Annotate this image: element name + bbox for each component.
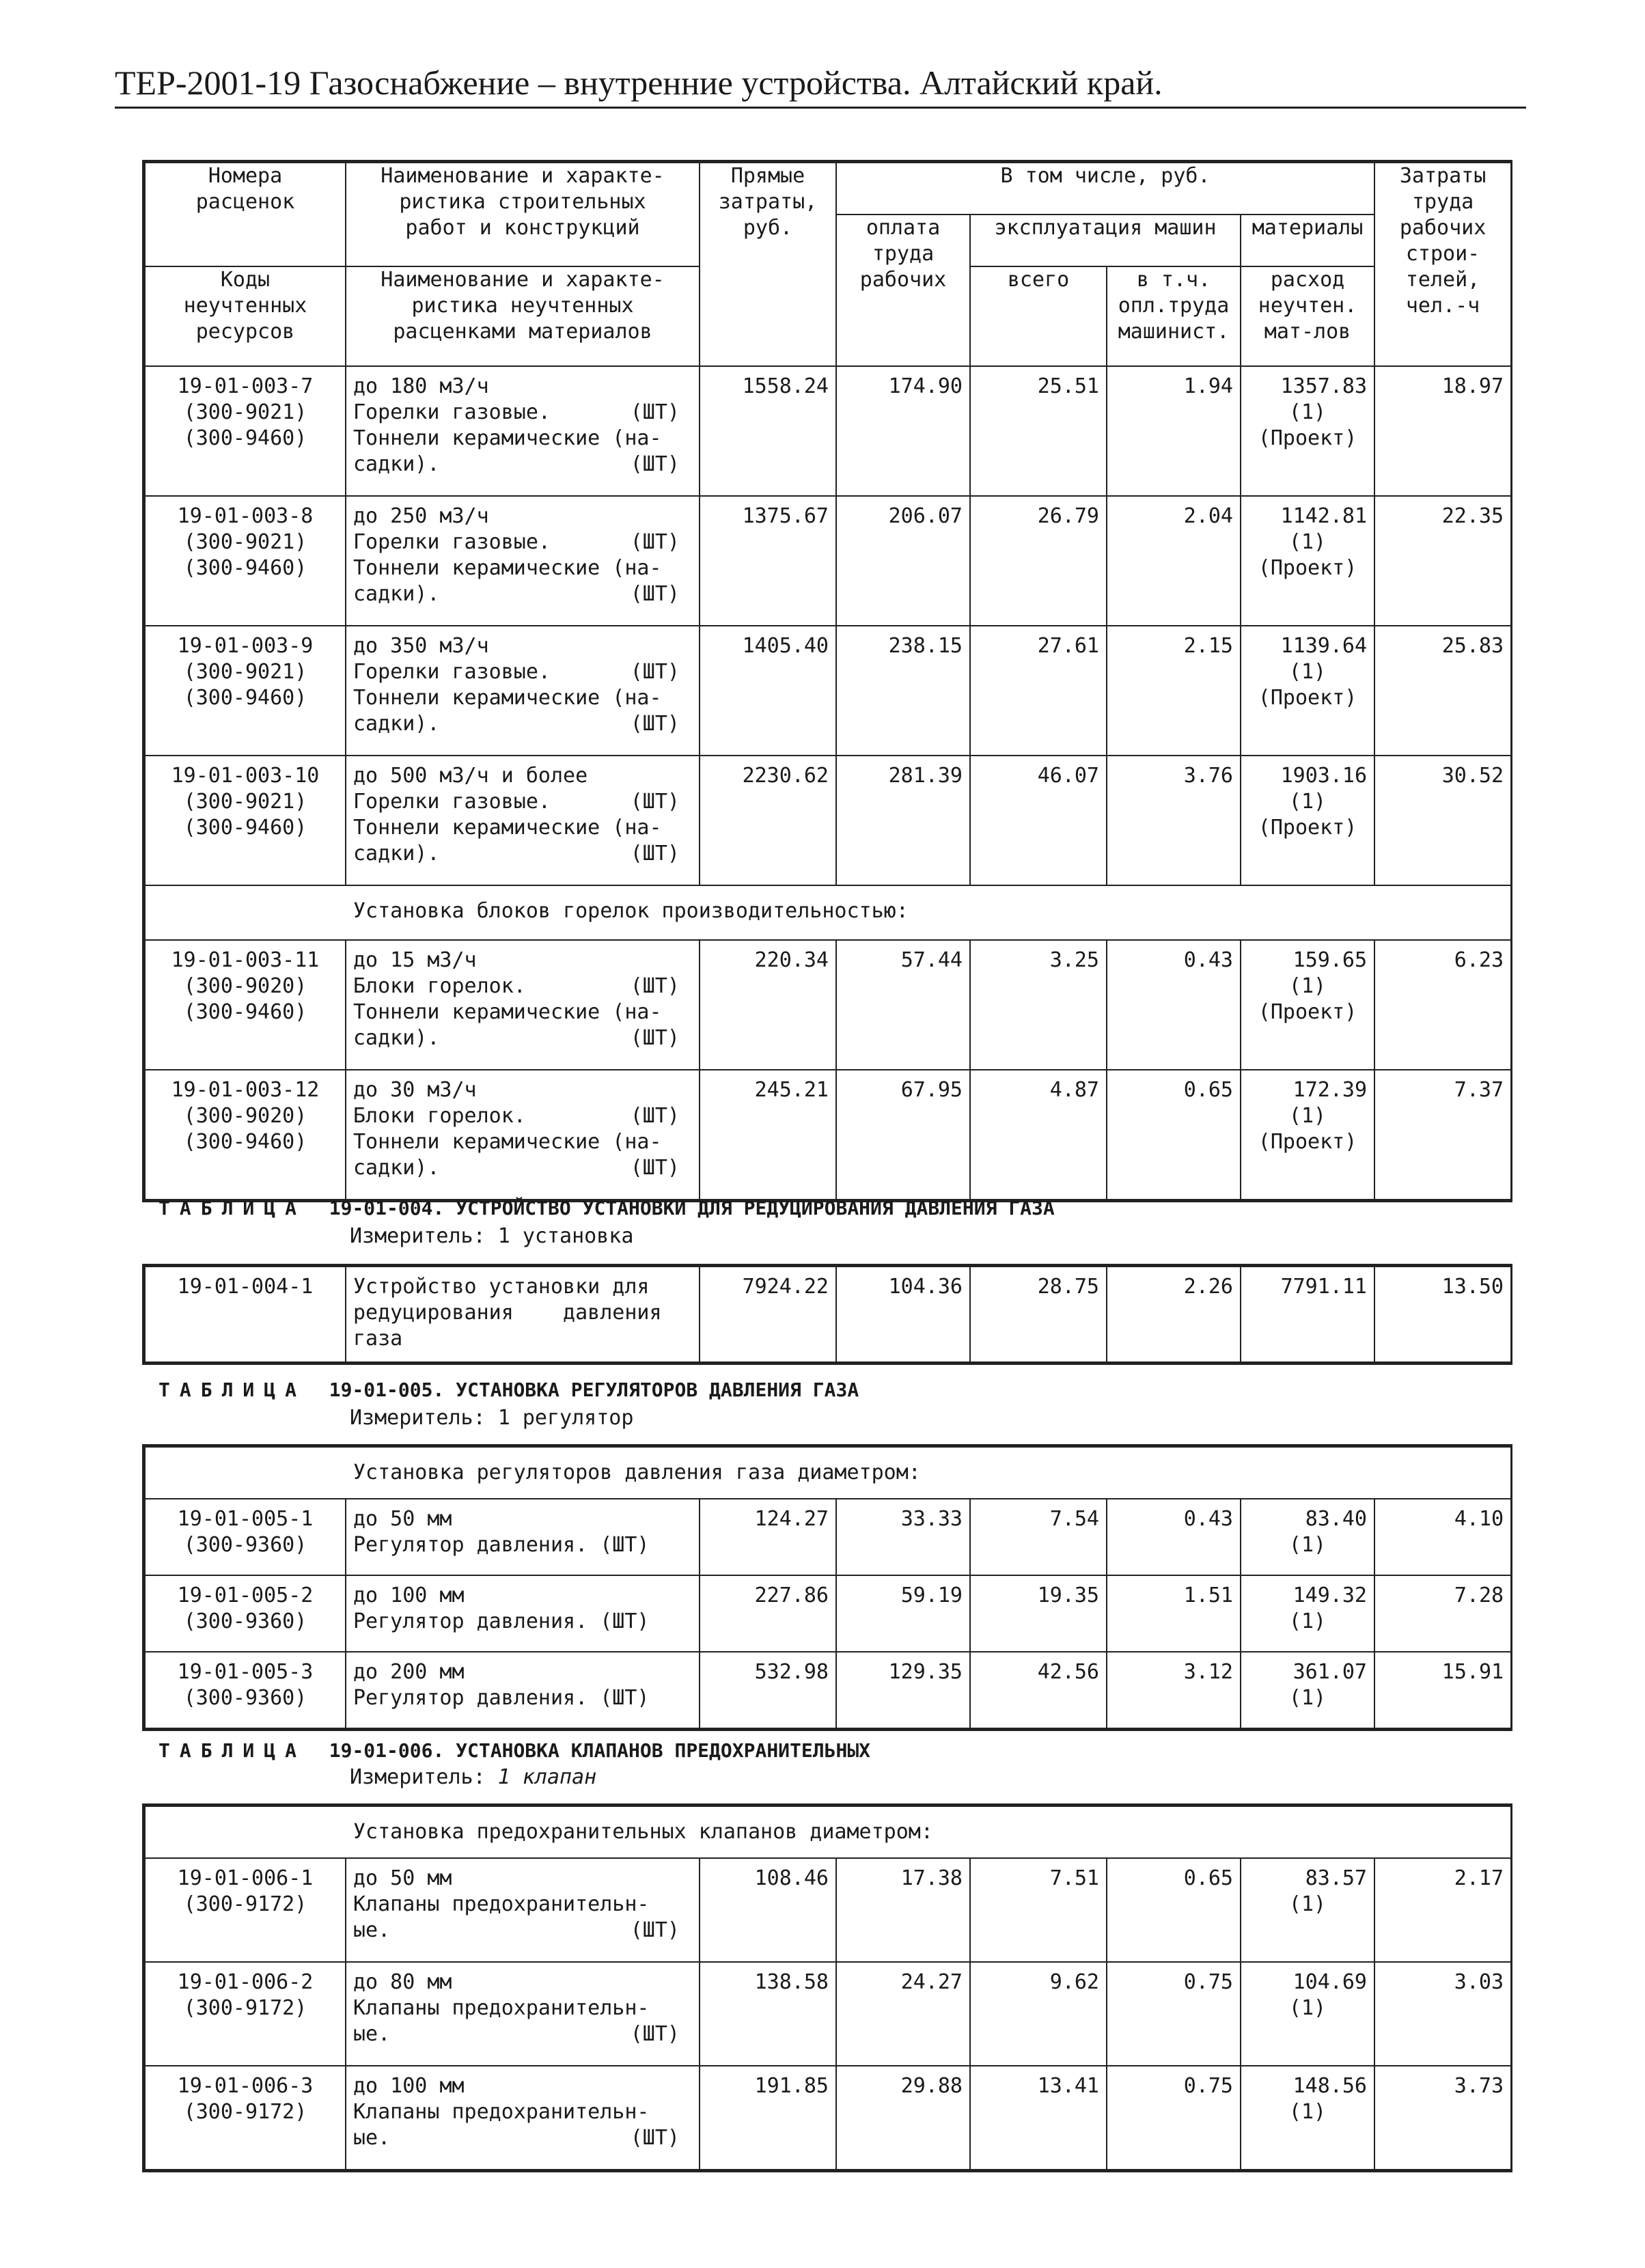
labor: 3.03 [1374, 1962, 1511, 2066]
rate-name: до 180 м3/ч Горелки газовые. (ШТ) Тоннели керамические (на- садки). (ШТ) [346, 366, 700, 496]
labor: 15.91 [1374, 1652, 1511, 1728]
machines-total: 19.35 [970, 1575, 1107, 1652]
machinist-wages: 0.43 [1107, 940, 1241, 1070]
wages: 59.19 [836, 1575, 970, 1652]
wages: 281.39 [836, 756, 970, 885]
table-row [145, 626, 1511, 756]
wages: 206.07 [836, 496, 970, 626]
machines-total: 46.07 [970, 756, 1107, 885]
wages: 24.27 [836, 1962, 970, 2066]
labor: 3.73 [1374, 2066, 1511, 2170]
direct-costs: 245.21 [700, 1070, 836, 1200]
labor: 7.37 [1374, 1070, 1511, 1200]
rate-code: 19-01-006-1 (300-9172) [145, 1858, 346, 1962]
header-wages: оплата труда рабочих [836, 215, 970, 366]
materials: 149.32 (1) [1241, 1575, 1374, 1652]
machinist-wages: 0.65 [1107, 1070, 1241, 1200]
machines-total: 7.54 [970, 1499, 1107, 1575]
rate-name: до 80 мм Клапаны предохранительн- ые. (ШТ) [346, 1962, 700, 2066]
machines-total: 26.79 [970, 496, 1107, 626]
machinist-wages: 1.94 [1107, 366, 1241, 496]
materials: 1903.16 (1) (Проект) [1241, 756, 1374, 885]
header-machinist-wages: в т.ч. опл.труда машинист. [1107, 266, 1241, 366]
wages: 17.38 [836, 1858, 970, 1962]
table-006-measure: Измеритель: 1 клапан [350, 1765, 597, 1789]
table-row [145, 366, 1511, 496]
labor: 2.17 [1374, 1858, 1511, 1962]
rate-name: до 50 мм Регулятор давления. (ШТ) [346, 1499, 700, 1575]
rate-code: 19-01-005-1 (300-9360) [145, 1499, 346, 1575]
machines-total: 27.61 [970, 626, 1107, 756]
machines-total: 25.51 [970, 366, 1107, 496]
machines-total: 42.56 [970, 1652, 1107, 1728]
machines-total: 7.51 [970, 1858, 1107, 1962]
section-heading: Установка блоков горелок производительностью: [145, 885, 1511, 940]
table-row [145, 940, 1511, 1070]
rate-code: 19-01-006-2 (300-9172) [145, 1962, 346, 2066]
section-row [145, 885, 1511, 940]
table-004-title: ТАБЛИЦА 19-01-004. УСТРОЙСТВО УСТАНОВКИ ДЛЯ РЕДУЦИРОВАНИЯ ДАВЛЕНИЯ ГАЗА [158, 1197, 1055, 1219]
machines-total: 3.25 [970, 940, 1107, 1070]
machinist-wages: 2.04 [1107, 496, 1241, 626]
table-005 [142, 1444, 1512, 1731]
table-row [145, 1962, 1511, 2066]
rate-name: до 100 мм Клапаны предохранительн- ые. (ШТ) [346, 2066, 700, 2170]
direct-costs: 1375.67 [700, 496, 836, 626]
materials: 7791.11 [1241, 1267, 1374, 1362]
labor: 18.97 [1374, 366, 1511, 496]
direct-costs: 138.58 [700, 1962, 836, 2066]
table-006-title: ТАБЛИЦА 19-01-006. УСТАНОВКА КЛАПАНОВ ПРЕДОХРАНИТЕЛЬНЫХ [158, 1739, 871, 1762]
rate-code: 19-01-003-11 (300-9020) (300-9460) [145, 940, 346, 1070]
materials: 1357.83 (1) (Проект) [1241, 366, 1374, 496]
labor: 25.83 [1374, 626, 1511, 756]
title-rule [115, 107, 1526, 109]
rate-name: до 200 мм Регулятор давления. (ШТ) [346, 1652, 700, 1728]
header-including: В том числе, руб. [836, 163, 1374, 215]
materials: 148.56 (1) [1241, 2066, 1374, 2170]
direct-costs: 108.46 [700, 1858, 836, 1962]
direct-costs: 220.34 [700, 940, 836, 1070]
section-heading: Установка регуляторов давления газа диаметром: [145, 1447, 1511, 1499]
rates-grid [144, 162, 1512, 1200]
direct-costs: 124.27 [700, 1499, 836, 1575]
machines-total: 28.75 [970, 1267, 1107, 1362]
wages: 129.35 [836, 1652, 970, 1728]
table-row [145, 1499, 1511, 1575]
table-004 [142, 1264, 1512, 1365]
rate-code: 19-01-004-1 [145, 1267, 346, 1362]
rate-name: до 500 м3/ч и более Горелки газовые. (ШТ) Тоннели керамические (на- садки). (ШТ) [346, 756, 700, 885]
wages: 29.88 [836, 2066, 970, 2170]
direct-costs: 191.85 [700, 2066, 836, 2170]
table-row [145, 2066, 1511, 2170]
header-material-name: Наименование и характе- ристика неучтенных расценками материалов [346, 266, 700, 366]
machinist-wages: 0.65 [1107, 1858, 1241, 1962]
machinist-wages: 0.75 [1107, 2066, 1241, 2170]
header-machines-total: всего [970, 266, 1107, 366]
labor: 6.23 [1374, 940, 1511, 1070]
wages: 57.44 [836, 940, 970, 1070]
materials: 104.69 (1) [1241, 1962, 1374, 2066]
rate-name: до 15 м3/ч Блоки горелок. (ШТ) Тоннели керамические (на- садки). (ШТ) [346, 940, 700, 1070]
table-row [145, 756, 1511, 885]
rate-name: до 30 м3/ч Блоки горелок. (ШТ) Тоннели керамические (на- садки). (ШТ) [346, 1070, 700, 1200]
table-row [145, 1267, 1511, 1362]
header-resource-codes: Коды неучтенных ресурсов [145, 266, 346, 366]
rate-code: 19-01-005-2 (300-9360) [145, 1575, 346, 1652]
table-006 [142, 1803, 1512, 2172]
section-row [145, 1806, 1511, 1858]
wages: 238.15 [836, 626, 970, 756]
direct-costs: 532.98 [700, 1652, 836, 1728]
rate-code: 19-01-006-3 (300-9172) [145, 2066, 346, 2170]
machinist-wages: 3.76 [1107, 756, 1241, 885]
rate-name: Устройство установки для редуцирования давления газа [346, 1267, 700, 1362]
machinist-wages: 2.26 [1107, 1267, 1241, 1362]
machinist-wages: 0.75 [1107, 1962, 1241, 2066]
materials: 159.65 (1) (Проект) [1241, 940, 1374, 1070]
header-materials: материалы [1241, 215, 1374, 266]
section-row [145, 1447, 1511, 1499]
rate-code: 19-01-005-3 (300-9360) [145, 1652, 346, 1728]
labor: 22.35 [1374, 496, 1511, 626]
wages: 104.36 [836, 1267, 970, 1362]
materials: 361.07 (1) [1241, 1652, 1374, 1728]
table-005-title: ТАБЛИЦА 19-01-005. УСТАНОВКА РЕГУЛЯТОРОВ ДАВЛЕНИЯ ГАЗА [158, 1379, 859, 1401]
machinist-wages: 3.12 [1107, 1652, 1241, 1728]
rate-name: до 100 мм Регулятор давления. (ШТ) [346, 1575, 700, 1652]
machinist-wages: 2.15 [1107, 626, 1241, 756]
rate-name: до 350 м3/ч Горелки газовые. (ШТ) Тоннели керамические (на- садки). (ШТ) [346, 626, 700, 756]
header-machines: эксплуатация машин [970, 215, 1241, 266]
section-heading: Установка предохранительных клапанов диаметром: [145, 1806, 1511, 1858]
machines-total: 4.87 [970, 1070, 1107, 1200]
machinist-wages: 1.51 [1107, 1575, 1241, 1652]
header-work-name: Наименование и характе- ристика строительных работ и конструкций [346, 163, 700, 266]
header-material-use: расход неучтен. мат-лов [1241, 266, 1374, 366]
page-title: ТЕР-2001-19 Газоснабжение – внутренние устройства. Алтайский край. [115, 64, 1163, 102]
direct-costs: 2230.62 [700, 756, 836, 885]
materials: 1142.81 (1) (Проект) [1241, 496, 1374, 626]
rates-table-003 [142, 160, 1512, 1202]
wages: 33.33 [836, 1499, 970, 1575]
labor: 7.28 [1374, 1575, 1511, 1652]
materials: 1139.64 (1) (Проект) [1241, 626, 1374, 756]
table-row [145, 1858, 1511, 1962]
rate-code: 19-01-003-9 (300-9021) (300-9460) [145, 626, 346, 756]
direct-costs: 1405.40 [700, 626, 836, 756]
rate-name: до 50 мм Клапаны предохранительн- ые. (ШТ) [346, 1858, 700, 1962]
labor: 4.10 [1374, 1499, 1511, 1575]
table-005-measure: Измеритель: 1 регулятор [350, 1406, 634, 1430]
rate-code: 19-01-003-12 (300-9020) (300-9460) [145, 1070, 346, 1200]
direct-costs: 227.86 [700, 1575, 836, 1652]
header-labor: Затраты труда рабочих строи- телей, чел.-ч [1374, 163, 1511, 366]
rate-code: 19-01-003-8 (300-9021) (300-9460) [145, 496, 346, 626]
table-row [145, 1070, 1511, 1200]
materials: 83.57 (1) [1241, 1858, 1374, 1962]
labor: 30.52 [1374, 756, 1511, 885]
table-004-measure: Измеритель: 1 установка [350, 1224, 634, 1248]
wages: 67.95 [836, 1070, 970, 1200]
rate-code: 19-01-003-7 (300-9021) (300-9460) [145, 366, 346, 496]
rate-code: 19-01-003-10 (300-9021) (300-9460) [145, 756, 346, 885]
direct-costs: 7924.22 [700, 1267, 836, 1362]
labor: 13.50 [1374, 1267, 1511, 1362]
table-row [145, 1652, 1511, 1728]
wages: 174.90 [836, 366, 970, 496]
machinist-wages: 0.43 [1107, 1499, 1241, 1575]
table-row [145, 496, 1511, 626]
table-row [145, 1575, 1511, 1652]
materials: 83.40 (1) [1241, 1499, 1374, 1575]
direct-costs: 1558.24 [700, 366, 836, 496]
rate-name: до 250 м3/ч Горелки газовые. (ШТ) Тоннели керамические (на- садки). (ШТ) [346, 496, 700, 626]
header-direct-costs: Прямые затраты, руб. [700, 163, 836, 366]
header-rate-numbers: Номера расценок [145, 163, 346, 266]
machines-total: 9.62 [970, 1962, 1107, 2066]
machines-total: 13.41 [970, 2066, 1107, 2170]
materials: 172.39 (1) (Проект) [1241, 1070, 1374, 1200]
